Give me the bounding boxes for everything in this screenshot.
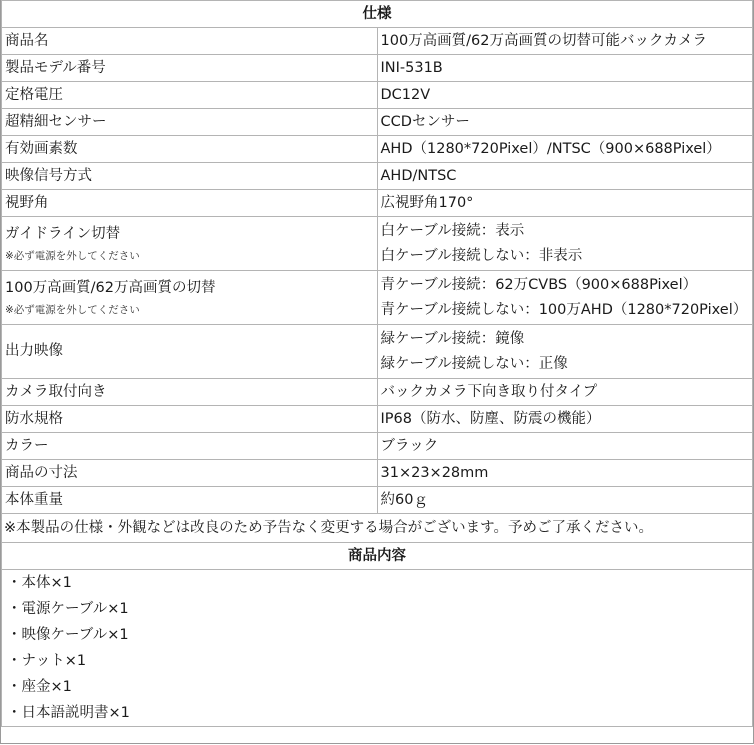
spec-label-cell (2, 136, 378, 163)
spec-label-cell (2, 217, 378, 271)
spec-value: ブラック (380, 437, 439, 454)
spec-value: AHD（1280*720Pixel）/NTSC（900×688Pixel） (380, 140, 721, 157)
list-item: ・ナット×1 (7, 653, 87, 669)
spec-value-cell (377, 217, 753, 271)
spec-label-cell (2, 190, 378, 217)
spec-value-cell (377, 406, 753, 433)
spec-table (1, 0, 753, 727)
spec-row (2, 136, 753, 163)
spec-value-cell (377, 136, 753, 163)
spec-value-cell (377, 433, 753, 460)
spec-row (2, 433, 753, 460)
spec-label: カメラ取付向き (5, 383, 107, 400)
spec-value-cell (377, 109, 753, 136)
spec-label-cell (2, 325, 378, 379)
list-item: ・電源ケーブル×1 (7, 601, 129, 617)
spec-row (2, 325, 753, 379)
spec-row (2, 109, 753, 136)
list-item: ・日本語説明書×1 (7, 705, 130, 721)
spec-label: 100万高画質/62万高画質の切替 (5, 279, 216, 296)
spec-value: 緑ケーブル接続しない：正像 (380, 355, 568, 372)
spec-value: 緑ケーブル接続：鏡像 (380, 330, 525, 347)
list-item: ・本体×1 (7, 575, 72, 591)
spec-row (2, 487, 753, 514)
spec-label-cell (2, 406, 378, 433)
spec-row (2, 190, 753, 217)
spec-label: 出力映像 (5, 343, 63, 359)
spec-value: 青ケーブル接続しない：100万AHD（1280*720Pixel） (380, 301, 748, 318)
spec-label-cell (2, 433, 378, 460)
spec-label-cell (2, 28, 378, 55)
spec-label-cell (2, 487, 378, 514)
spec-value-cell (377, 487, 753, 514)
spec-label: 商品名 (5, 32, 49, 49)
spec-value-cell (377, 190, 753, 217)
list-item: ・映像ケーブル×1 (7, 627, 129, 643)
spec-sublabel: ※必ず電源を外してください (5, 303, 140, 316)
spec-value-cell (377, 325, 753, 379)
spec-label: 本体重量 (5, 491, 63, 508)
spec-label-cell (2, 271, 378, 325)
spec-label-cell (2, 379, 378, 406)
spec-value: 約60ｇ (380, 491, 428, 508)
spec-label: 映像信号方式 (5, 167, 92, 184)
spec-value-cell (377, 82, 753, 109)
contents-row (2, 570, 753, 727)
spec-value: INI-531B (380, 59, 443, 76)
contents-header-row (2, 543, 753, 570)
spec-label-cell (2, 163, 378, 190)
list-item: ・座金×1 (7, 679, 72, 695)
spec-row (2, 271, 753, 325)
spec-label: 超精細センサー (5, 113, 107, 130)
spec-label: 商品の寸法 (5, 464, 78, 481)
spec-label: ガイドライン切替 (5, 225, 121, 242)
spec-header-row (2, 1, 753, 28)
spec-row (2, 163, 753, 190)
spec-label-cell (2, 109, 378, 136)
spec-value: IP68（防水、防塵、防震の機能） (380, 410, 601, 427)
spec-value: CCDセンサー (380, 113, 470, 130)
spec-row (2, 379, 753, 406)
spec-label: 製品モデル番号 (5, 59, 106, 76)
spec-row (2, 55, 753, 82)
spec-value-cell (377, 28, 753, 55)
spec-label-cell (2, 55, 378, 82)
spec-value: DC12V (380, 86, 431, 103)
spec-value: 白ケーブル接続：表示 (380, 222, 525, 239)
spec-value: 31×23×28mm (380, 464, 489, 481)
contents-list (2, 570, 753, 727)
spec-value: 白ケーブル接続しない：非表示 (380, 247, 583, 264)
spec-row (2, 28, 753, 55)
spec-value: AHD/NTSC (380, 167, 457, 184)
spec-label-cell (2, 82, 378, 109)
spec-label: 有効画素数 (5, 140, 78, 157)
spec-value: バックカメラ下向き取り付タイプ (380, 383, 598, 400)
spec-label: カラー (5, 437, 49, 454)
spec-row (2, 217, 753, 271)
spec-value: 広視野角170° (380, 194, 474, 211)
note-row (2, 514, 753, 543)
spec-label: 定格電圧 (5, 86, 63, 103)
spec-header: 仕様 (2, 1, 753, 28)
spec-value-cell (377, 460, 753, 487)
spec-value-cell (377, 271, 753, 325)
spec-row (2, 460, 753, 487)
spec-row (2, 406, 753, 433)
spec-value-cell (377, 163, 753, 190)
spec-label: 防水規格 (5, 410, 63, 427)
spec-value: 青ケーブル接続：62万CVBS（900×688Pixel） (380, 276, 698, 293)
spec-label: 視野角 (5, 194, 49, 211)
spec-row (2, 82, 753, 109)
disclaimer-note: ※本製品の仕様・外観などは改良のため予告なく変更する場合がございます。予めご了承ください。 (2, 514, 753, 543)
contents-header: 商品内容 (2, 543, 753, 570)
spec-value: 100万高画質/62万高画質の切替可能バックカメラ (380, 32, 708, 49)
spec-sublabel: ※必ず電源を外してください (5, 249, 140, 262)
spec-value-cell (377, 379, 753, 406)
spec-value-cell (377, 55, 753, 82)
spec-label-cell (2, 460, 378, 487)
